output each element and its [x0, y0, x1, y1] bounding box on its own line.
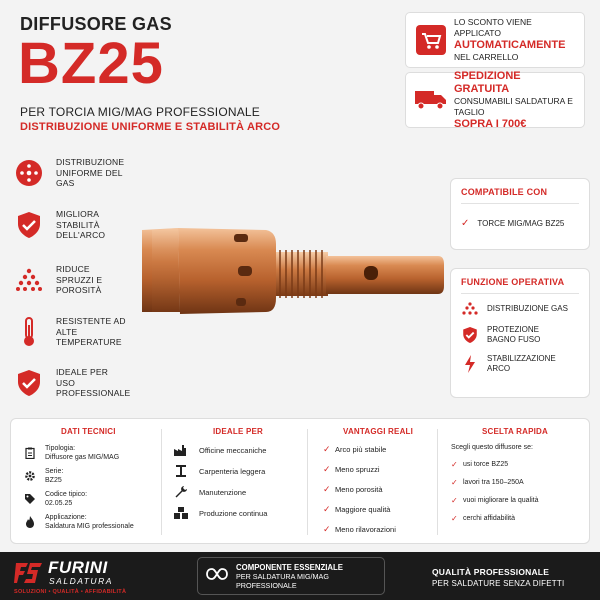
product-category: DIFFUSORE GAS — [20, 14, 172, 34]
ideal-item-label: Carpenteria leggera — [199, 466, 266, 476]
promo-shipping-threshold: SOPRA I 700€ — [454, 117, 527, 130]
benefit-spatter — [14, 264, 126, 296]
spatter-icon — [14, 265, 44, 295]
infinity-icon — [206, 567, 228, 585]
check-icon: ✓ — [323, 444, 331, 454]
ideal-item — [173, 444, 297, 456]
tech-row — [23, 513, 151, 531]
ideal-item — [173, 486, 297, 498]
advantages-section — [315, 419, 435, 545]
advantages-title: VANTAGGI REALI — [343, 427, 414, 436]
ideal-item — [173, 507, 297, 519]
quick-choice-item — [451, 514, 579, 523]
factory-icon — [173, 444, 189, 456]
advantage-item — [323, 444, 427, 455]
beam-icon — [173, 465, 189, 477]
boxes-icon — [173, 507, 189, 519]
ideal-section — [165, 419, 305, 545]
essential-component-box — [197, 557, 385, 595]
function-item-arc — [461, 354, 579, 374]
advantage-item — [323, 504, 427, 515]
thermometer-icon — [14, 317, 44, 347]
divider — [437, 429, 438, 535]
benefit-professional — [14, 367, 131, 399]
product-subtitle: PER TORCIA MIG/MAG PROFESSIONALE — [20, 105, 261, 119]
quality-text: PER SALDATURE SENZA DIFETTI — [432, 579, 565, 588]
flame-icon — [23, 513, 37, 528]
advantage-item — [323, 464, 427, 475]
truck-icon — [414, 83, 448, 117]
benefit-arc-label: MIGLIORA STABILITÀ DELL'ARCO — [56, 209, 106, 240]
product-image — [138, 200, 448, 340]
tech-label: Serie: — [45, 468, 64, 475]
promo-discount — [405, 12, 585, 68]
shield-check-icon — [14, 368, 44, 398]
quick-choice-item — [451, 496, 579, 505]
benefit-temperature — [14, 316, 126, 348]
compatible-item-label: TORCE MIG/MAG BZ25 — [477, 218, 565, 228]
advantage-item — [323, 524, 427, 535]
product-tagline: DISTRIBUZIONE UNIFORME E STABILITÀ ARCO — [20, 121, 281, 133]
check-icon: ✓ — [451, 496, 458, 505]
quality-statement — [432, 567, 564, 589]
tag-icon — [23, 490, 37, 505]
function-item-label: DISTRIBUZIONE GAS — [487, 304, 568, 313]
benefit-temperature-label: RESISTENTE AD ALTE TEMPERATURE — [56, 316, 126, 347]
lightning-icon — [461, 355, 479, 373]
tech-label: Tipologia: — [45, 445, 76, 452]
check-icon: ✓ — [323, 504, 331, 514]
function-item-label: STABILIZZAZIONE ARCO — [487, 354, 556, 373]
gas-distribution-icon — [14, 158, 44, 188]
tech-value: BZ25 — [45, 477, 62, 484]
quick-choice-label: cerchi affidabilità — [463, 515, 516, 522]
check-icon: ✓ — [323, 464, 331, 474]
quick-choice-label: vuoi migliorare la qualità — [463, 497, 539, 504]
product-model: BZ25 — [18, 31, 164, 96]
tech-label: Codice tipico: — [45, 491, 88, 498]
function-item-gas — [461, 302, 579, 316]
essential-text: PER SALDATURA MIG/MAG PROFESSIONALE — [236, 571, 329, 590]
essential-title: COMPONENTE ESSENZIALE — [236, 562, 344, 572]
advantage-label: Meno spruzzi — [335, 465, 380, 474]
gas-dots-icon — [461, 302, 479, 316]
quick-choice-label: lavori tra 150–250A — [463, 479, 524, 486]
advantage-label: Meno porosità — [335, 485, 383, 494]
quality-title: QUALITÀ PROFESSIONALE — [432, 567, 550, 577]
ideal-item-label: Manutenzione — [199, 487, 247, 497]
tech-row — [23, 444, 151, 462]
shield-check-icon — [461, 326, 479, 344]
brand-subtitle: SALDATURA — [49, 576, 113, 586]
promo-shipping-highlight: SPEDIZIONE GRATUITA — [454, 69, 521, 95]
tech-value: Saldatura MIG professionale — [45, 523, 134, 530]
quick-choice-intro: Scegli questo diffusore se: — [451, 444, 533, 451]
benefit-spatter-label: RIDUCE SPRUZZI E POROSITÀ — [56, 264, 103, 295]
gear-icon — [23, 467, 37, 482]
clipboard-icon — [23, 444, 37, 459]
function-item-label: PROTEZIONE BAGNO FUSO — [487, 325, 541, 344]
function-panel — [450, 268, 590, 398]
promo-discount-line1: LO SCONTO VIENE APPLICATO — [454, 17, 532, 38]
brand-logo-icon — [14, 561, 42, 585]
ideal-item — [173, 465, 297, 477]
check-icon: ✓ — [323, 484, 331, 494]
promo-shipping — [405, 69, 585, 130]
advantage-label: Meno rilavorazioni — [335, 525, 396, 534]
quick-choice-item — [451, 478, 579, 487]
tech-value: 02.05.25 — [45, 500, 73, 507]
cart-icon — [414, 23, 448, 57]
promo-discount-highlight: AUTOMATICAMENTE — [454, 39, 566, 51]
benefit-gas-label: DISTRIBUZIONE UNIFORME DEL GAS — [56, 157, 125, 188]
tech-data-section — [15, 419, 159, 545]
shield-check-icon — [14, 210, 44, 240]
wrench-icon — [173, 486, 189, 498]
advantage-label: Maggiore qualità — [335, 505, 391, 514]
check-icon: ✓ — [451, 460, 458, 469]
quick-choice-title: SCELTA RAPIDA — [481, 427, 548, 436]
tech-row — [23, 490, 151, 508]
advantage-label: Arco più stabile — [335, 445, 387, 454]
promo-shipping-line1: CONSUMABILI SALDATURA E TAGLIO — [454, 95, 573, 117]
benefit-gas — [14, 157, 126, 189]
ideal-title: IDEALE PER — [213, 427, 264, 436]
quick-choice-section — [443, 419, 587, 545]
compatible-title: COMPATIBILE CON — [461, 187, 579, 204]
benefit-professional-label: IDEALE PER USO PROFESSIONALE — [56, 367, 131, 398]
compatible-item — [461, 218, 579, 229]
details-card — [10, 418, 590, 544]
ideal-item-label: Officine meccaniche — [199, 445, 267, 455]
divider — [307, 429, 308, 535]
function-item-protection — [461, 325, 579, 345]
quick-choice-label: usi torce BZ25 — [463, 461, 509, 468]
promo-discount-line2: NEL CARRELLO — [454, 52, 519, 62]
check-icon: ✓ — [323, 524, 331, 534]
quick-choice-item — [451, 460, 579, 469]
benefit-arc — [14, 209, 126, 241]
function-title: FUNZIONE OPERATIVA — [461, 277, 579, 294]
brand-tagline: SOLUZIONI • QUALITÀ • AFFIDABILITÀ — [14, 589, 127, 595]
tech-value: Diffusore gas MIG/MAG — [45, 454, 120, 461]
check-icon: ✓ — [461, 218, 470, 229]
divider — [161, 429, 162, 535]
check-icon: ✓ — [451, 514, 458, 523]
footer — [0, 552, 600, 600]
tech-data-title: DATI TECNICI — [61, 427, 116, 436]
check-icon: ✓ — [451, 478, 458, 487]
brand-name: FURINI — [48, 558, 108, 577]
advantage-item — [323, 484, 427, 495]
compatible-panel — [450, 178, 590, 250]
tech-label: Applicazione: — [45, 514, 87, 521]
ideal-item-label: Produzione continua — [199, 508, 268, 518]
tech-row — [23, 467, 151, 485]
